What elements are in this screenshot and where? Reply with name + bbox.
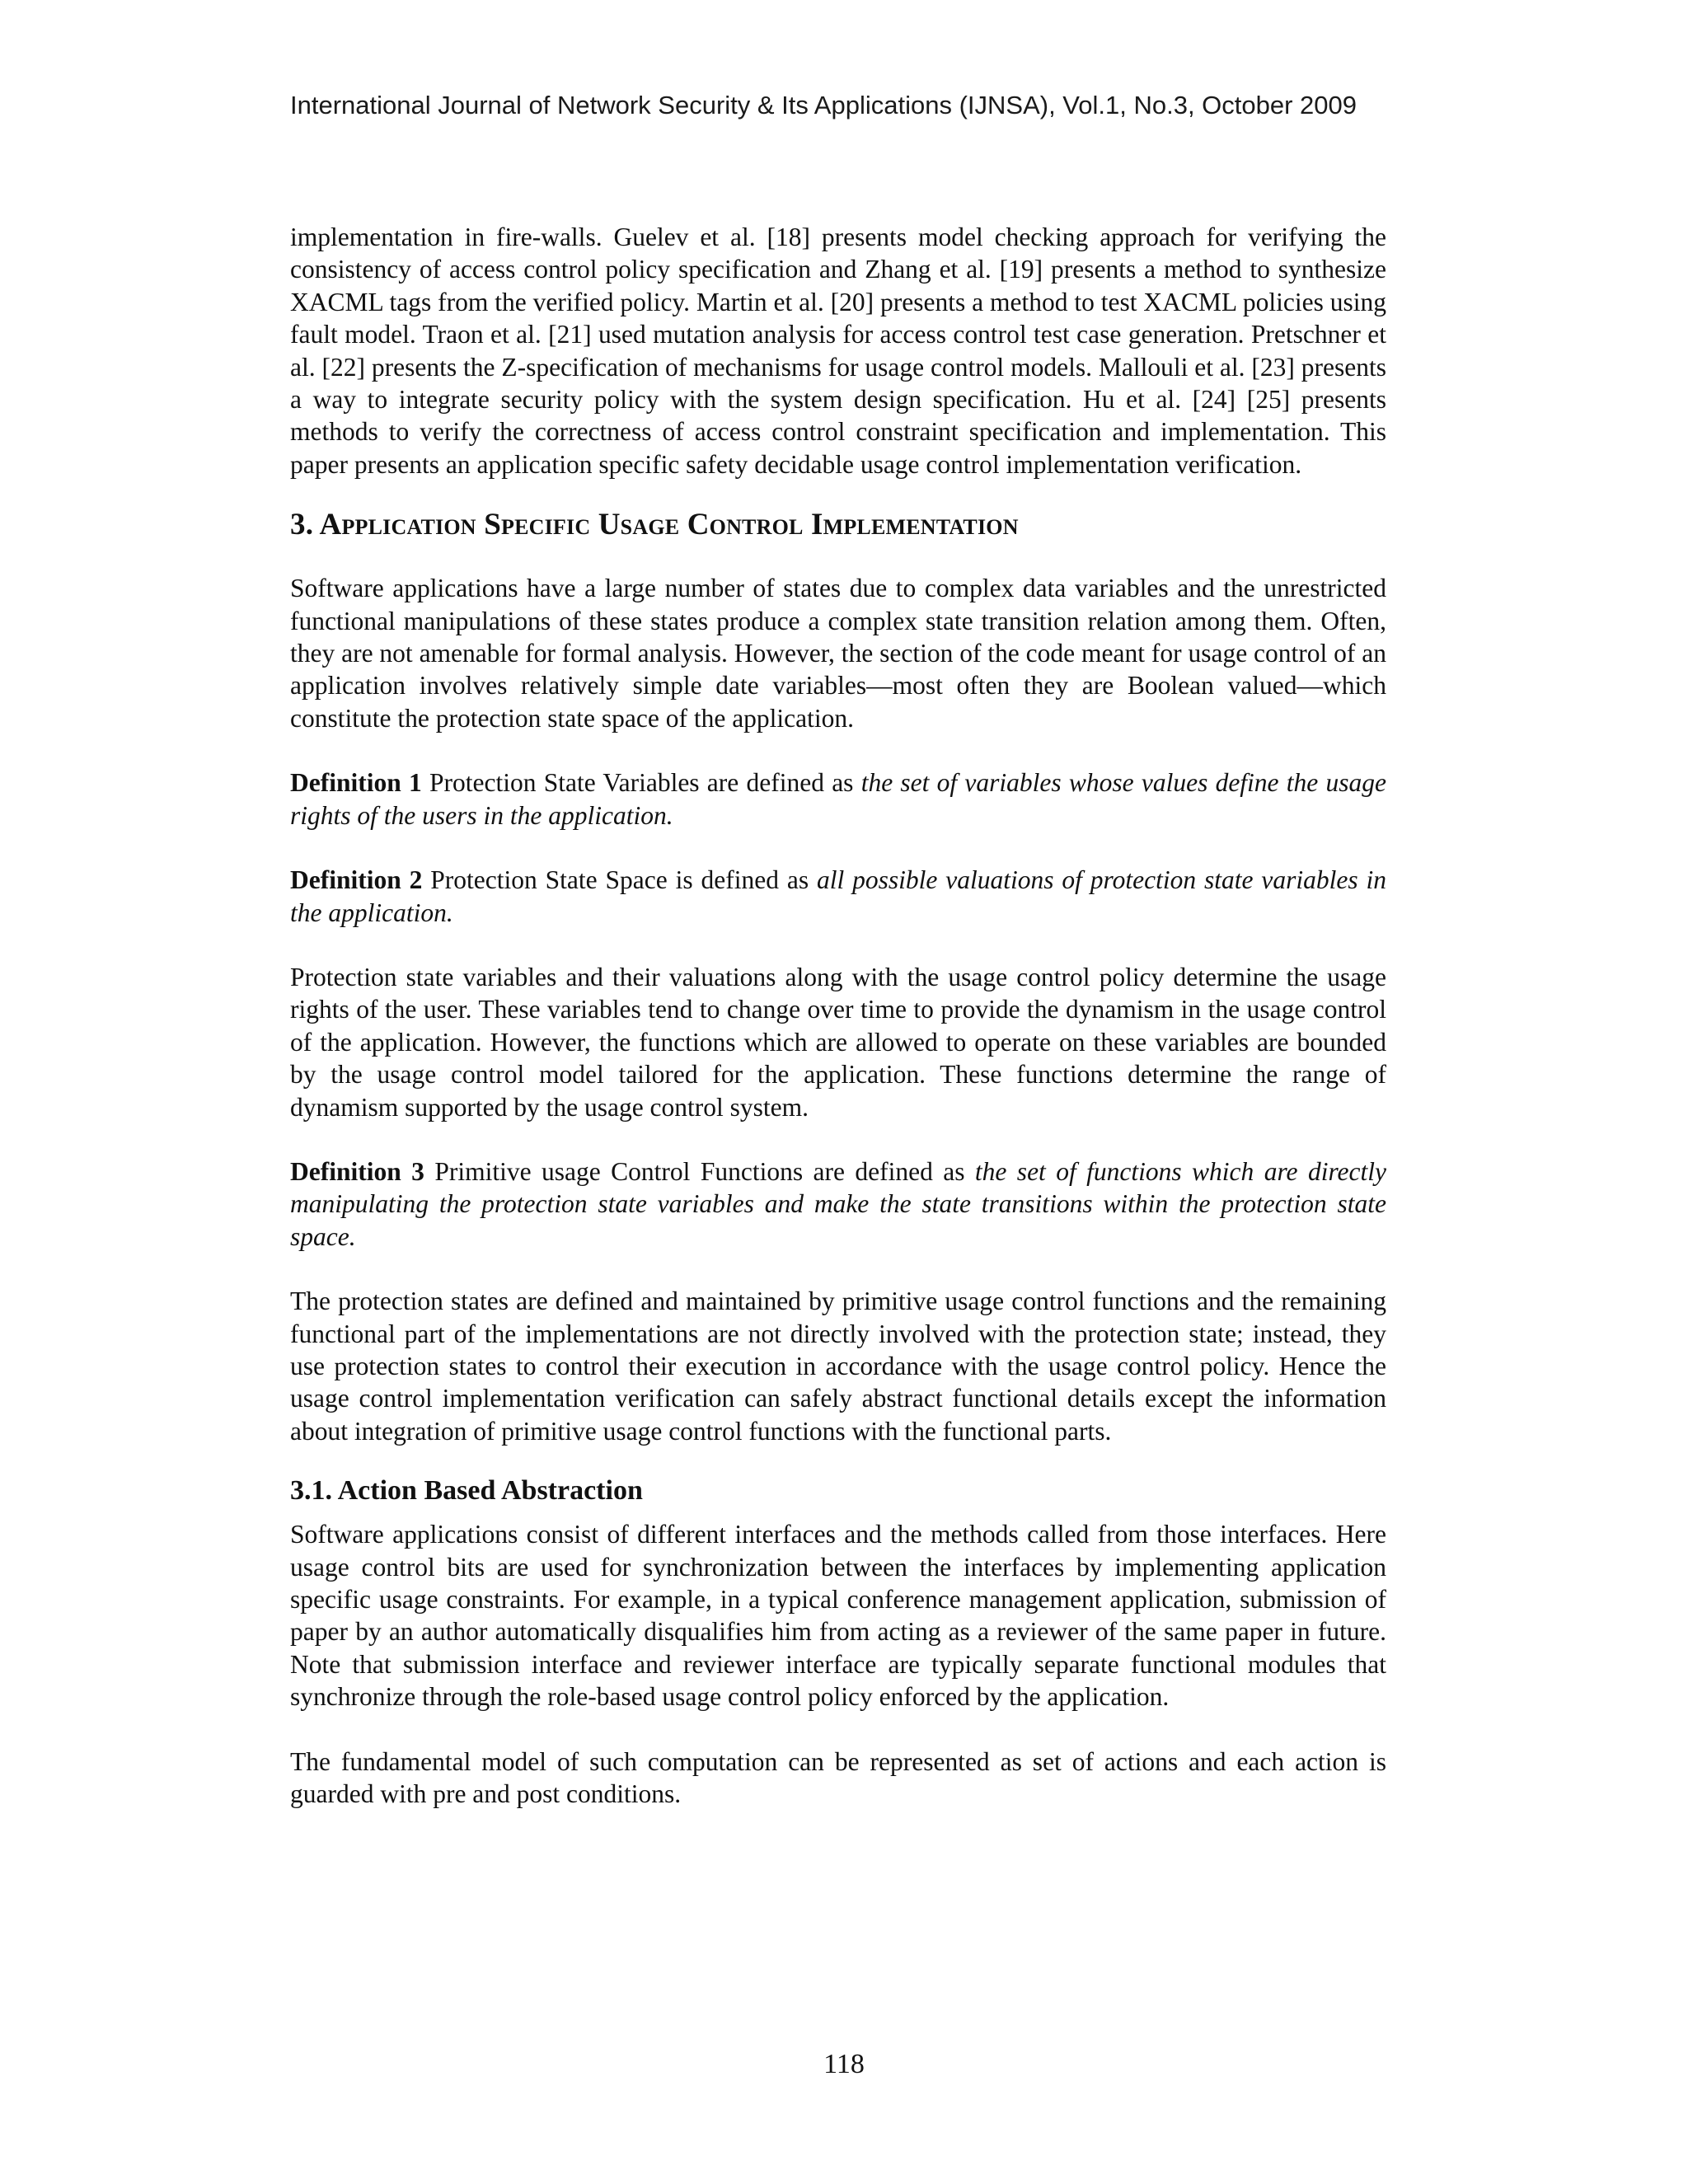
definition-text: the set of variables whose values define the usage rights of the users in the application.: [290, 768, 1386, 830]
paragraph-related-work: implementation in fire-walls. Guelev et al. [18] presents model checking approach for verifying the consistency of access control policy specification and Zhang et al. [19] presents a method to synthesize XACML tags from the verified policy. Martin et al. [20] presents a method to test XACML policies using fault model. Traon et al. [21] used mutation analysis for access control test case generation. Pretschner et al. [22] presents the Z-specification of mechanisms for usage control models. Mallouli et al. [23] presents a way to integrate security policy with the system design specification. Hu et al. [24] [25] presents methods to verify the correctness of access control constraint specification and implementation. This paper presents an application specific safety decidable usage control implementation verification.: [290, 223, 1386, 479]
running-header: International Journal of Network Security & Its Applications (IJNSA), Vol.1, No.3, October 2009: [290, 91, 1357, 120]
section-heading: 3. Application Specific Usage Control Implementation: [290, 508, 1019, 542]
paragraph-interfaces: Software applications consist of different interfaces and the methods called from those interfaces. Here usage control bits are used for synchronization between the interfaces by implementing application specific usage constraints. For example, in a typical conference management application, submission of paper by an author automatically disqualifies him from acting as a reviewer of the same paper in future. Note that submission interface and reviewer interface are typically separate functional modules that synchronize through the role-based usage control policy enforced by the application.: [290, 1520, 1386, 1712]
article-body: [290, 221, 1386, 1810]
definition-lead: Protection State Variables are defined as: [421, 768, 861, 798]
page-number: 118: [823, 2049, 865, 2079]
definition-label: Definition 3: [290, 1156, 424, 1186]
paragraph-computation-model: The fundamental model of such computation can be represented as set of actions and each action is guarded with pre and post conditions.: [290, 1746, 1386, 1809]
definition-3: [290, 1155, 1386, 1253]
paragraph-protection-states: The protection states are defined and maintained by primitive usage control functions and the remaining functional part of the implementations are not directly involved with the protection state; instead, they use protection states to control their execution in accordance with the usage control policy. Hence the usage control implementation verification can safely abstract functional details except the information about integration of primitive usage control functions with the functional parts.: [290, 1286, 1386, 1446]
definition-1: [290, 766, 1386, 832]
definition-label: Definition 2: [290, 865, 423, 895]
definition-2: [290, 864, 1386, 929]
definition-lead: Protection State Space is defined as: [422, 865, 817, 895]
paragraph-state-variables: Protection state variables and their valuations along with the usage control policy determine the usage rights of the user. These variables tend to change over time to provide the dynamism in the usage control of the application. However, the functions which are allowed to operate on these variables are bounded by the usage control model tailored for the application. These functions determine the range of dynamism supported by the usage control system.: [290, 962, 1386, 1122]
definition-label: Definition 1: [290, 768, 422, 798]
definition-text: the set of functions which are directly manipulating the protection state variables and make the state transitions within the protection state space.: [290, 1156, 1386, 1251]
definition-text: all possible valuations of protection state variables in the application.: [290, 865, 1386, 927]
paragraph-software-states: Software applications have a large number of states due to complex data variables and the unrestricted functional manipulations of these states produce a complex state transition relation among them. Often, they are not amenable for formal analysis. However, the section of the code meant for usage control of an application involves relatively simple date variables—most often they are Boolean valued—which constitute the protection state space of the application.: [290, 574, 1386, 733]
definition-lead: Primitive usage Control Functions are defined as: [424, 1156, 975, 1186]
subsection-heading: 3.1. Action Based Abstraction: [290, 1475, 643, 1507]
